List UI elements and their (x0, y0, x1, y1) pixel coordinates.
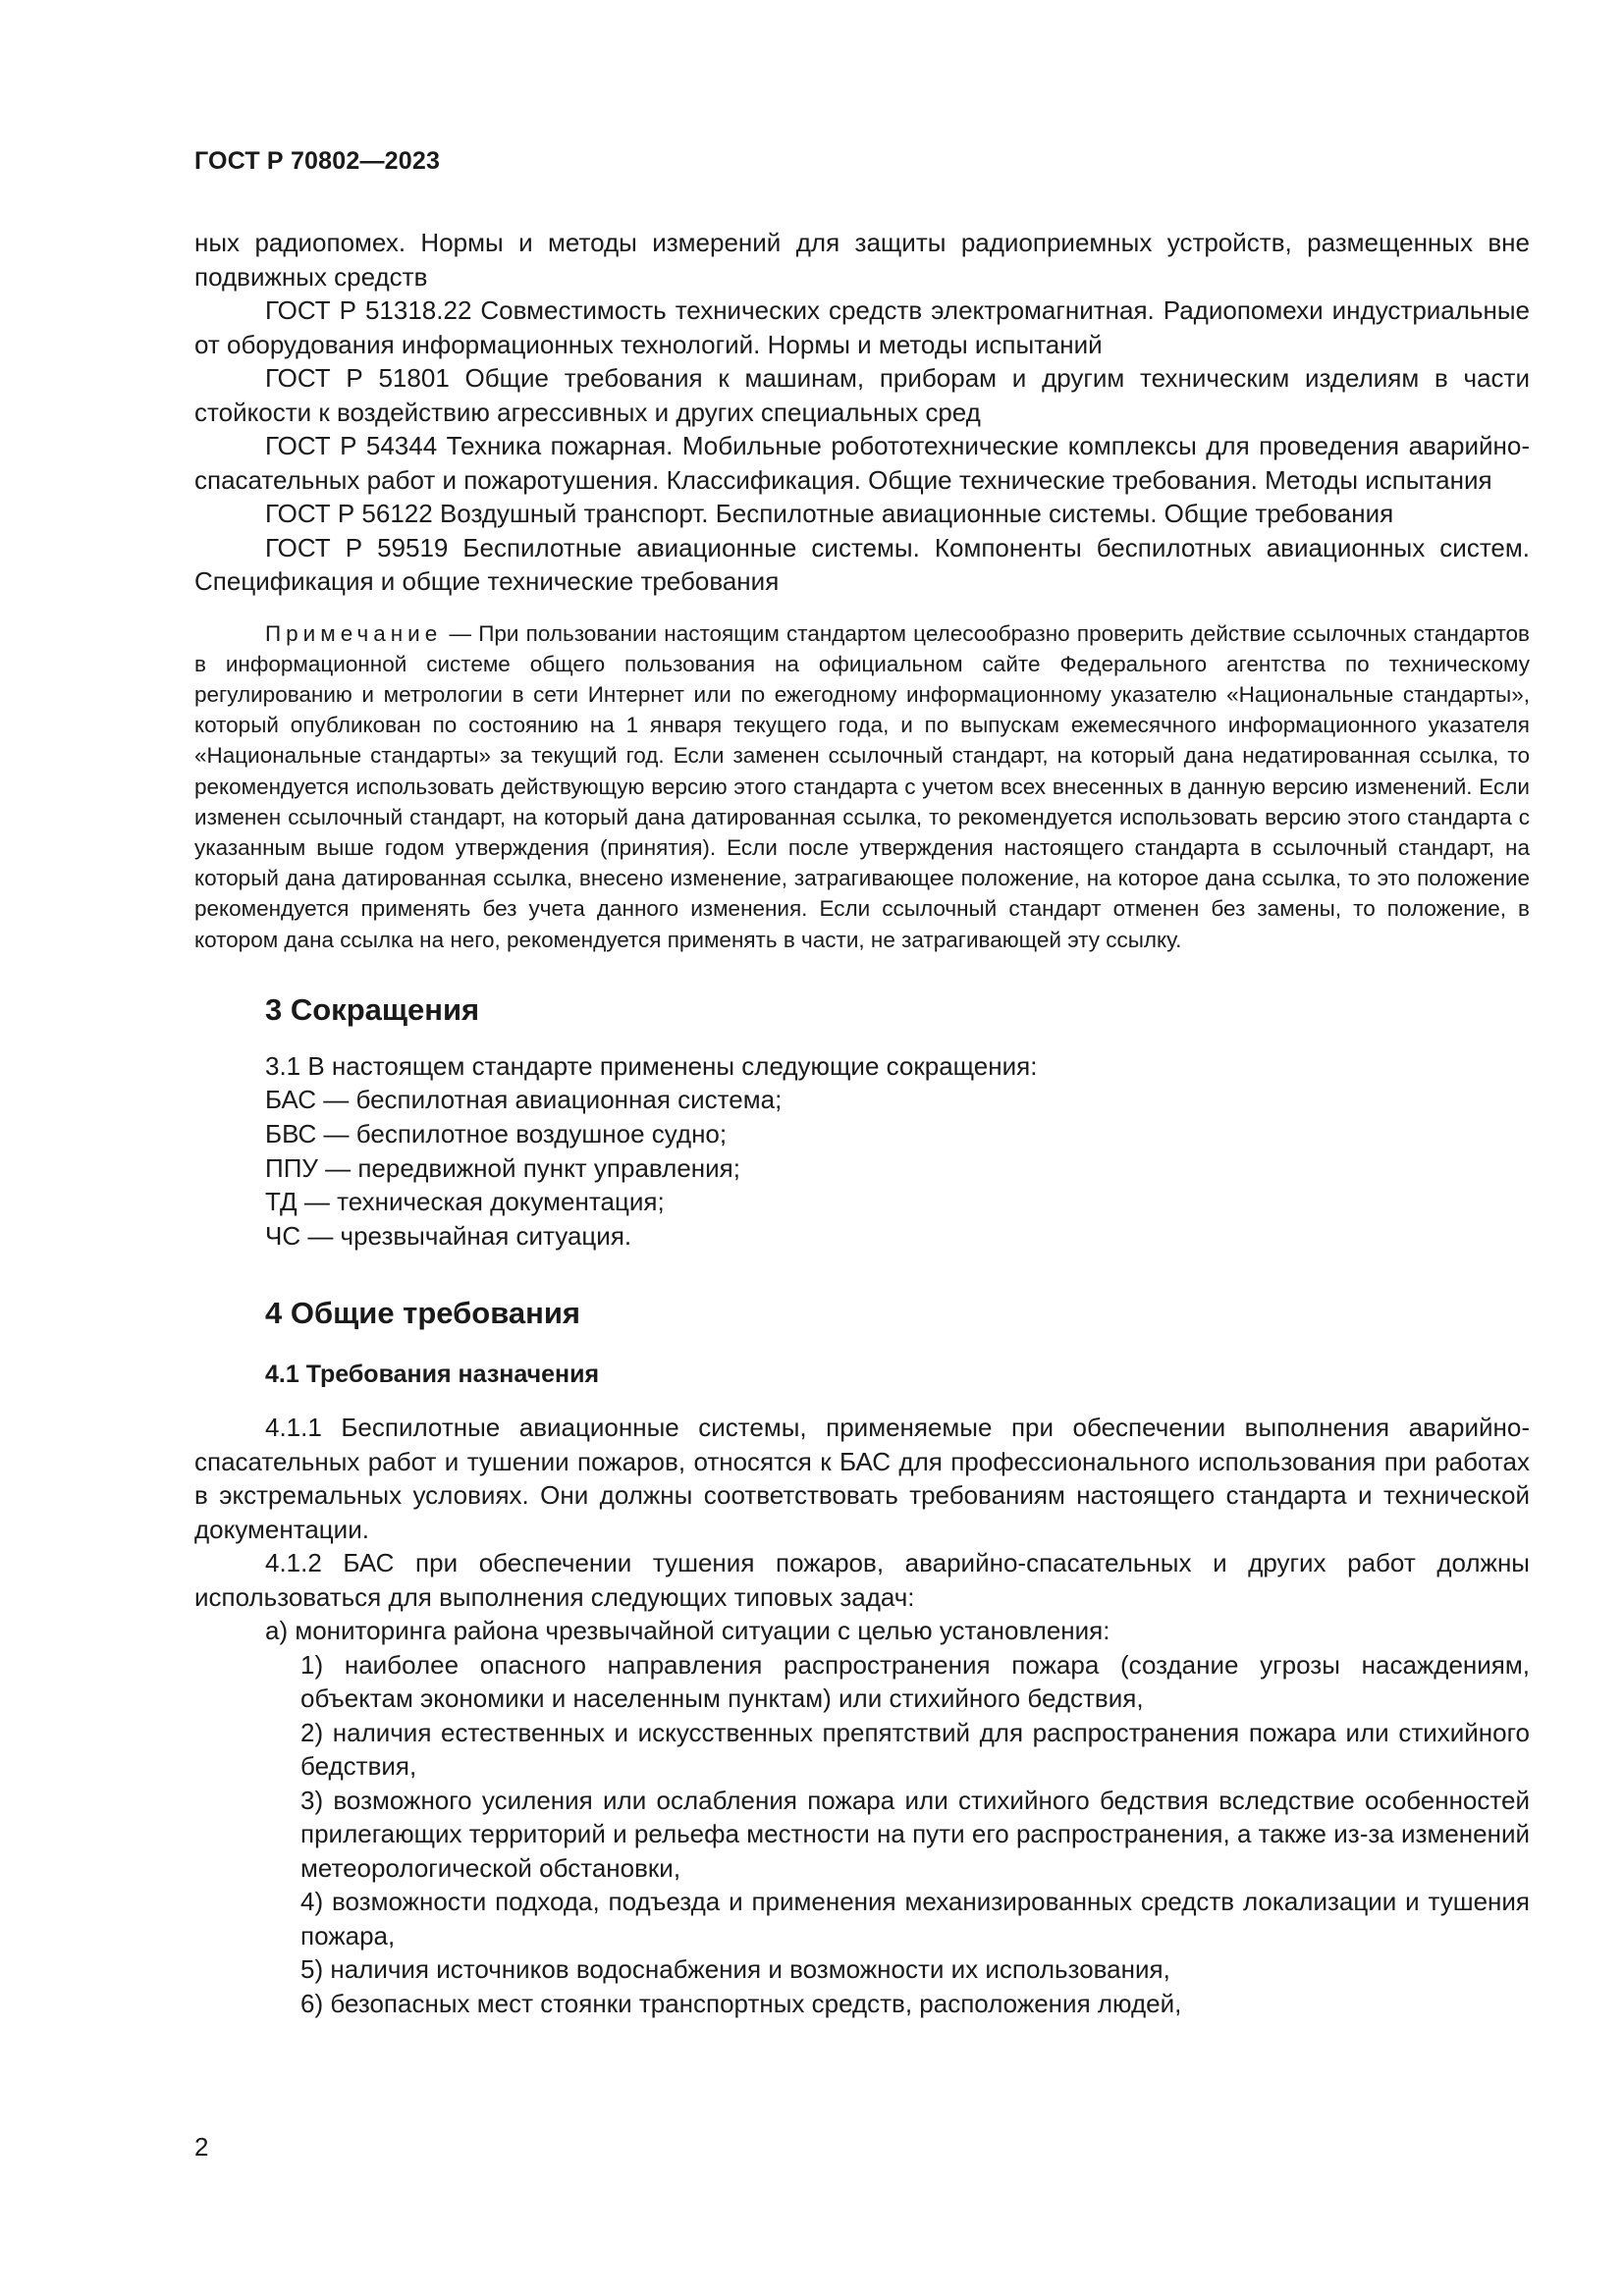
section-4-title: 4 Общие требования (265, 1296, 580, 1331)
document-body (194, 226, 1530, 2020)
document-header: ГОСТ Р 70802—2023 (194, 147, 441, 175)
reference-continuation: ных радиопомех. Нормы и методы измерений для защиты радиоприемных устройств, размещенных вне подвижных средств (194, 228, 1530, 292)
reference-item: ГОСТ Р 51801 Общие требования к машинам, приборам и другим техническим изделиям в части стойкости к воздействию агрессивных и других специальных сред (194, 363, 1530, 427)
note-paragraph (194, 618, 1530, 955)
subsection-4-1-title: 4.1 Требования назначения (265, 1361, 600, 1389)
list-subitem: 5) наличия источников водоснабжения и возможности их использования, (300, 1954, 1170, 1985)
note-text: — При пользовании настоящим стандартом целесообразно проверить действие ссылочных стандартов в информационной системе общего пользования на официальном сайте Федерального агентства по техническому регулированию и метрологии в сети Интернет или по ежегодному информационному указателю «Национальные стандарты», который опубликован по состоянию на 1 января текущего года, и по выпускам ежемесячного информационного указателя «Национальные стандарты» за текущий год. Если заменен ссылочный стандарт, на который дана недатированная ссылка, то рекомендуется использовать действующую версию этого стандарта с учетом всех внесенных в данную версию изменений. Если изменен ссылочный стандарт, на который дана датированная ссылка, то рекомендуется использовать версию этого стандарта с указанным выше годом утверждения (принятия). Если после утверждения настоящего стандарта в ссылочный стандарт, на который дана датированная ссылка, внесено изменение, затрагивающее положение, на которое дана ссылка, то это положение рекомендуется применять без учета данного изменения. Если ссылочный стандарт отменен без замены, то положение, в котором дана ссылка на него, рекомендуется применять в части, не затрагивающей эту ссылку. (194, 620, 1530, 952)
reference-item: ГОСТ Р 51318.22 Совместимость технических средств электромагнитная. Радиопомехи индустриальные от оборудования информационных технологий. Нормы и методы испытаний (194, 295, 1530, 359)
abbreviation-item: ППУ — передвижной пункт управления; (265, 1152, 740, 1183)
abbreviations-list (194, 1049, 1530, 1254)
abbreviation-item: БАС — беспилотная авиационная система; (265, 1085, 783, 1115)
abbreviation-item: ЧС — чрезвычайная ситуация. (265, 1220, 632, 1251)
list-subitem: 3) возможного усиления или ослабления пожара или стихийного бедствия вследствие особенностей прилегающих территорий и рельефа местности на пути его распространения, а также из-за изменений метеорологической обстановки, (300, 1785, 1530, 1883)
abbreviation-item: БВС — беспилотное воздушное судно; (265, 1118, 728, 1148)
reference-item: ГОСТ Р 59519 Беспилотные авиационные системы. Компоненты беспилотных авиационных систем. Спецификация и общие технические требования (194, 532, 1530, 596)
note-label: Примечание (265, 620, 443, 646)
list-subitem: 2) наличия естественных и искусственных препятствий для распространения пожара или стихийного бедствия, (300, 1717, 1530, 1782)
page-number: 2 (194, 2132, 209, 2162)
abbreviation-item: ТД — техническая документация; (265, 1187, 665, 1217)
paragraph-4-1-2: 4.1.2 БАС при обеспечении тушения пожаров, аварийно-спасательных и других работ должны использоваться для выполнения следующих типовых задач: (194, 1548, 1530, 1612)
reference-item: ГОСТ Р 54344 Техника пожарная. Мобильные робототехнические комплексы для проведения аварийно-спасательных работ и пожаротушения. Классификация. Общие технические требования. Методы испытания (194, 431, 1530, 495)
reference-item: ГОСТ Р 56122 Воздушный транспорт. Беспилотные авиационные системы. Общие требования (265, 499, 1394, 528)
section-3-title: 3 Сокращения (265, 991, 480, 1027)
abbreviations-intro: 3.1 В настоящем стандарте применены следующие сокращения: (265, 1050, 1038, 1081)
list-item-a: а) мониторинга района чрезвычайной ситуации с целью установления: (265, 1616, 1110, 1646)
paragraph-4-1-1: 4.1.1 Беспилотные авиационные системы, применяемые при обеспечении выполнения аварийно-спасательных работ и тушении пожаров, относятся к БАС для профессионального использования при работах в экстремальных условиях. Они должны соответствовать требованиям настоящего стандарта и технической документации. (194, 1413, 1530, 1544)
list-subitem: 1) наиболее опасного направления распространения пожара (создание угрозы насаждениям, объектам экономики и населенным пунктам) или стихийного бедствия, (300, 1649, 1530, 1714)
list-subitem: 4) возможности подхода, подъезда и применения механизированных средств локализации и тушения пожара, (300, 1887, 1530, 1950)
list-subitem: 6) безопасных мест стоянки транспортных средств, расположения людей, (300, 1988, 1182, 2018)
